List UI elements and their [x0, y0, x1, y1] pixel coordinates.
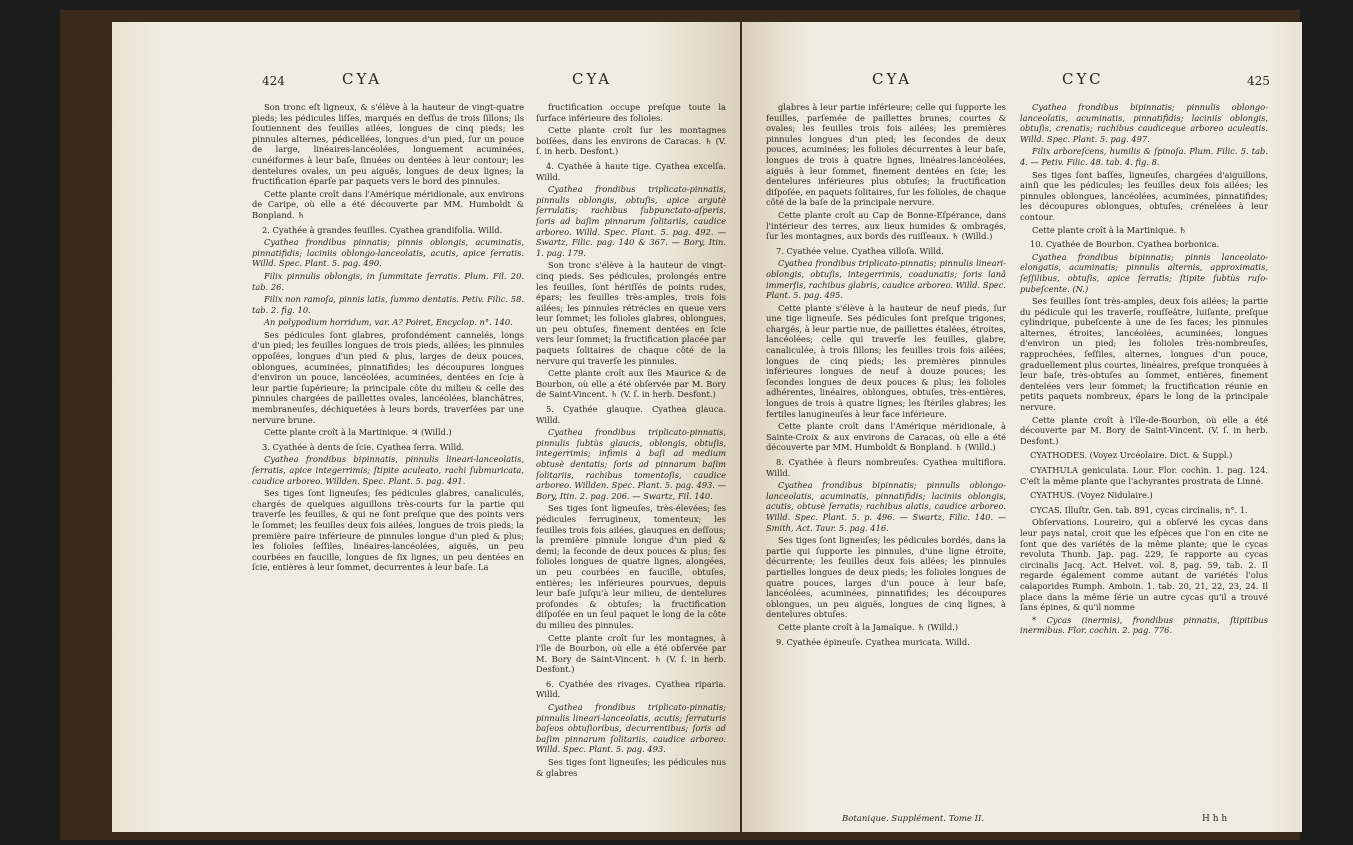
- footer-volume: Botanique. Supplément. Tome II.: [842, 814, 985, 824]
- entry-heading: CYATHODES. (Voyez Urcéolaire. Dict. & Suppl.): [1030, 450, 1233, 461]
- paragraph: Ses tiges ſont baſſes, ligneuſes, chargées d'aiguillons, ainſi que les pédicules; les feuilles deux fois ailées; les pinnules oblongues, lancéolées, acuminées, pinnatifides; les découpures oblongues, obtuſes, crénelées à leur contour.: [1020, 169, 1268, 222]
- paragraph: Ses feuilles ſont très-amples, deux fois ailées; la partie du pédicule qui les traverſe, rouſſeâtre, luiſante, preſque cylindrique, pubeſcente à une de ſes faces; les pinnules alternes, étroites, lancéolées, acuminées, longues d'environ un pied; les folioles très-nombreuſes, rapprochées, ſeſſiles, alternes, longues d'un pouce, graduellement plus courtes, linéaires, preſque tronquées à leur baſe, très-obtuſes au ſommet, entières, finement dentelées vers leur ſommet; la fructification réunie en petits paquets nombreux, épars le long de la principale nervure.: [1020, 296, 1268, 413]
- entry-heading: 2. Cyathée à grandes feuilles. Cyathea grandifolia. Willd.: [262, 224, 503, 235]
- latin-diagnosis: An polypodium horridum, var. A? Poiret, Encyclop. n°. 140.: [264, 317, 513, 328]
- left-page: [112, 22, 740, 832]
- paragraph: Ses pédicules ſont glabres, profondément cannelés, longs d'un pied; les feuilles longues de trois pieds, ailées; les pinnules oppoſées, longues d'un pied & plus, larges de deux pouces, oblongues, acuminées, pinnatifides; les découpures longues d'environ un pouce, lancéolées, acuminées, dentées en ſcie à leur partie ſupérieure; la principale côte du milieu & celle des pinnules chargées de paillettes ovales, lancéolées, blanchâtres, membraneuſes, déchiquetées à leurs bords, traverſées par une nervure brune.: [252, 329, 524, 425]
- paragraph: Cette plante croît dans l'Amérique méridionale, aux environs de Caripe, où elle a été découverte par MM. Humboldt & Bonpland. ♄: [252, 188, 524, 220]
- right-page: [742, 22, 1302, 832]
- paragraph: Cette plante croît à la Martinique. ♃ (Willd.): [264, 427, 452, 438]
- latin-diagnosis: Cyathea frondibus triplicato-pinnatis; pinnulis lineari-lanceolatis, acutis; ſerraturis baſeos obtuſioribus, decurrentibus; ſoris ad baſim pinnarum ſolitariis, caudice arboreo. Willd. Spec. Plant. 5. pag. 493.: [536, 702, 726, 755]
- page-number: 424: [262, 74, 285, 88]
- right-header: [742, 70, 1302, 100]
- paragraph: Cette plante croît aux îles Maurice & de Bourbon, où elle a été obſervée par M. Bory de Saint-Vincent. ♄ (V. ſ. in herb. Desfont.): [536, 368, 726, 400]
- latin-diagnosis: Cyathea frondibus triplicato-pinnatis, pinnulis ſubtùs glaucis, oblongis, obtuſis, integerrimis; infimis à baſi ad medium obtusè dentatis; ſoris ad pinnarum baſim ſolitariis, rachibus tomentoſis, caudice arboreo. Willden. Spec. Plant. 5. pag. 493. — Bory, Itin. 2. pag. 206. — Swartz, Fil. 140.: [536, 427, 726, 501]
- latin-diagnosis: Cyathea frondibus triplicato-pinnatis; pinnulis lineari-oblongis, obtuſis, integerrimis, coadunatis; ſoris lanâ immerſis, rachibus glabris, caudice arboreo. Willd. Spec. Plant. 5. pag. 495.: [766, 258, 1006, 301]
- paragraph: Cette plante croît ſur les montagnes boiſées, dans les environs de Caracas. ♄ (V. ſ. in herb. Desfont.): [536, 125, 726, 157]
- right-column-1: [766, 102, 1006, 810]
- entry-heading: CYATHUS. (Voyez Nidulaire.): [1030, 490, 1153, 501]
- paragraph: Ses tiges ſont ligneuſes; les pédicules bordés, dans la partie qui ſupporte les pinnules, d'une ligne étroite, décurrente; les feuilles deux fois ailées; les pinnules partielles longues de deux pieds; les folioles longues de quatre pouces, larges d'un pouce à leur baſe, lancéolées, acuminées, pinnatifides; les découpures oblongues, un peu aiguës, longues de cinq lignes, à dentelures obtuſes.: [766, 535, 1006, 620]
- running-head-left: CYA: [342, 70, 383, 88]
- running-head-left: CYA: [872, 70, 913, 88]
- paragraph: Cette plante croît au Cap de Bonne-Eſpérance, dans l'intérieur des terres, aux lieux humides & ombragés, ſur les montagnes, aux bords des ruiſſeaux. ♄ (Willd.): [766, 209, 1006, 242]
- paragraph: Cette plante croît ſur les montagnes, à l'île de Bourbon, où elle a été obſervée par M. Bory de Saint-Vincent. ♄ (V. ſ. in herb. Desfont.): [536, 632, 726, 675]
- right-column-2: [1020, 102, 1268, 810]
- book-spread: [60, 10, 1300, 840]
- running-head-right: CYC: [1062, 70, 1104, 88]
- left-header: [112, 70, 740, 100]
- paragraph: Son tronc eſt ligneux, & s'élève à la hauteur de vingt-quatre pieds; les pédicules liſſes, marqués en deſſus de trois ſillons; ils ſoutiennent des feuilles ailées, longues de cinq pieds; les pinnules alternes, pédicellées, longues d'un pied, ſur un pouce de large, linéaires-lancéolées, longuement acuminées, cunéiformes à leur baſe, ſinuées ou dentées à leur contour; les dentelures ovales, un peu aiguës, longues de deux lignes; la fructification éparſe par paquets vers le bord des pinnules.: [252, 102, 524, 187]
- entry-heading: 9. Cyathée épineuſe. Cyathea muricata. Willd.: [776, 636, 970, 647]
- latin-diagnosis: Cyathea frondibus pinnatis; pinnis oblongis, acuminatis, pinnatifidis; laciniis oblongo-lanceolatis, acutis, apice ſerratis. Willd. Spec. Plant. 5. pag. 490.: [252, 237, 524, 269]
- paragraph: glabres à leur partie inférieure; celle qui ſupporte les feuilles, parſemée de paillettes brunes, courtes & ovales; les feuilles trois fois ailées; les premières pinnules longues d'un pied; les ſecondes de deux pouces, acuminées; les folioles décurrentes à leur baſe, longues de trois à quatre lignes, linéaires-lancéolées, aiguës à leur ſommet, finement dentées en ſcie; les dentelures inférieures plus obtuſes; la fructification diſpoſée, en paquets ſolitaires, ſur les folioles, de chaque côté de la baſe de la principale nervure.: [766, 102, 1006, 208]
- paragraph: Cette plante s'élève à la hauteur de neuf pieds, ſur une tige ligneuſe. Ses pédicules ſont preſque trigones, chargés, à leur partie nue, de paillettes étalées, étroites, lancéolées; celle qui traverſe les feuilles, glabre, canaliculée, à trois ſillons; les feuilles trois fois ailées, longues de cinq pieds; les premières pinnules inférieures longues de neuf à douze pouces; les ſecondes longues de deux pouces & plus; les folioles adhérentes, linéaires, oblongues, obtuſes, très-entières, longues de trois à quatre lignes; les ſtériles glabres; les fertiles lanugineuſes à leur face inférieure.: [766, 302, 1006, 419]
- entry-heading: 8. Cyathée à fleurs nombreuſes. Cyathea multiflora. Willd.: [766, 457, 1006, 478]
- paragraph: Cette plante croît dans l'Amérique méridionale, à Sainte-Croix & aux environs de Caracas, où elle a été découverte par MM. Humboldt & Bonpland. ♄ (Willd.): [766, 421, 1006, 453]
- entry-heading: 4. Cyathée à haute tige. Cyathea excelſa. Willd.: [536, 160, 726, 182]
- paragraph: Ses tiges ſont ligneuſes, très-élevées; ſes pédicules ferrugineux, tomenteux; les feuilles trois fois ailées, glauques en deſſous; la première pinnule longue d'un pied & demi; la ſeconde de deux pouces & plus; ſes folioles longues de quatre lignes, alongées, un peu courbées en faucille, obtuſes, entières; les inférieures pourvues, depuis leur baſe juſqu'à leur milieu, de dentelures profondes & obtuſes; la fructification diſpoſée en un ſeul paquet le long de la côte du milieu des pinnules.: [536, 503, 726, 630]
- entry-heading: 6. Cyathée des rivages. Cyathea riparia. Willd.: [536, 678, 726, 700]
- running-head-right: CYA: [572, 70, 613, 88]
- latin-diagnosis: Cyathea frondibus bipinnatis; pinnulis oblongo-lanceolatis, acuminatis, pinnatifidis; laciniis oblongis, acutis, obtusè ſerratis; rachibus alatis, caudice arboreo. Willd. Spec. Plant. 5. p. 496. — Swartz, Filic. 140. — Smith, Act. Taur. 5. pag. 416.: [766, 480, 1006, 533]
- paragraph: Cette plante croît à l'île-de-Bourbon, où elle a été découverte par M. Bory de Saint-Vincent. (V. ſ. in herb. Desfont.): [1020, 414, 1268, 446]
- latin-diagnosis: Filix arboreſcens, humilis & ſpinoſa. Plum. Filic. 5. tab. 4. — Petiv. Filic. 48. tab. 4. fig. 8.: [1020, 146, 1268, 167]
- page-number: 425: [1247, 74, 1270, 88]
- paragraph: Obſervations. Loureiro, qui a obſervé les cycas dans leur pays natal, croit que les eſpèces que l'on en cite ne ſont que des variétés de la même plante; que le cycas revoluta Thunb. Jap. pag. 229, ſe rapporte au cycas circinalis Jacq. Act. Helvet. vol. 8, pag. 59, tab. 2. Il regarde également comme autant de variétés l'olus calaporides Rumph. Amboin. 1. tab. 20, 21, 22, 23, 24. Il place dans la même ſérie un autre cycas qu'il a trouvé ſans épines, & qu'il nomme: [1020, 517, 1268, 613]
- left-column-2: [536, 102, 726, 810]
- latin-diagnosis: Filix non ramoſa, pinnis latis, ſummo dentatis. Petiv. Filic. 58. tab. 2. fig. 10.: [252, 294, 524, 315]
- latin-diagnosis: Cyathea frondibus bipinnatis; pinnis lanceolato-elongatis, acuminatis; pinnulis alternis, approximatis, ſeſſilibus, obtuſis, apice ſerratis; ſtipite ſubtùs ruſo-pubeſcente. (N.): [1020, 251, 1268, 294]
- paragraph: Ses tiges ſont ligneuſes; les pédicules nus & glabres: [536, 757, 726, 778]
- latin-diagnosis: * Cycas (inermis), frondibus pinnatis, ſtipitibus inermibus. Flor. cochin. 2. pag. 776.: [1020, 614, 1268, 636]
- paragraph: Cette plante croît à la Martinique. ♄: [1032, 224, 1187, 235]
- left-column-1: [252, 102, 524, 810]
- entry-heading: CYCAS. Illuſtr. Gen. tab. 891, cycas circinalis, n°. 1.: [1030, 504, 1248, 515]
- signature-mark: H h h: [1202, 814, 1228, 824]
- entry-heading: CYATHULA geniculata. Lour. Flor. cochin. 1. pag. 124. C'eſt la même plante que l'achyrantes prostrata de Linné.: [1020, 465, 1268, 486]
- entry-heading: 10. Cyathée de Bourbon. Cyathea borbonica.: [1030, 239, 1220, 250]
- latin-diagnosis: Cyathea frondibus bipinnatis; pinnulis oblongo-lanceolatis, acuminatis, pinnatifidis; laciniis oblongis, obtuſis, crenatis; rachibus caudiceque arboreo aculeatis. Willd. Spec. Plant. 5. pag. 497.: [1020, 102, 1268, 144]
- latin-diagnosis: Cyathea frondibus bipinnatis, pinnulis lineari-lanceolatis, ſerratis, apice integerrimis; ſtipite aculeato, rachi ſubmuricata, caudice arboreo. Willden. Spec. Plant. 5. pag. 491.: [252, 454, 524, 486]
- paragraph: Ses tiges ſont ligneuſes; ſes pédicules glabres, canaliculés, chargés de quelques aiguillons très-courts ſur la partie qui traverſe les feuilles, & qui ne ſont preſque que des points vers le ſommet; les feuilles deux fois ailées, longues de trois pieds; la première paire inférieure de pinnules longue d'un pied & plus; les folioles ſeſſiles, linéaires-lancéolées, aiguës, un peu courbées en faucille, longues de ſix lignes, un peu dentées en ſcie, entières à leur ſommet, decurrentes à leur baſe. La: [252, 488, 524, 573]
- latin-diagnosis: Cyathea frondibus triplicato-pinnatis, pinnulis oblongis, obtuſis, apice argutè ſerrulatis; rachibus ſubpunctato-aſperis, ſoris ad baſim pinnarum ſolitariis, caudice arboreo. Willd. Spec. Plant. 5. pag. 492. — Swartz, Filic. pag. 140 & 367. — Bory, Itin. 1. pag. 179.: [536, 184, 726, 258]
- latin-diagnosis: Filix pinnulis oblongis, in ſummitate ſerratis. Plum. Fil. 20. tab. 26.: [252, 270, 524, 292]
- entry-heading: 5. Cyathée glauque. Cyathea glauca. Willd.: [536, 404, 726, 425]
- paragraph: Cette plante croît à la Jamaïque. ♄ (Willd.): [778, 621, 959, 632]
- entry-heading: 7. Cyathée velue. Cyathea villoſa. Willd.: [776, 245, 944, 256]
- paragraph: Son tronc s'élève à la hauteur de vingt-cinq pieds. Ses pédicules, prolongés entre les feuilles, ſont hériſſés de points rudes, épars; les feuilles très-amples, trois fois ailées; les pinnules rétrécies en queue vers leur ſommet; les folioles glabres, oblongues, un peu obtuſes, finement dentées en ſcie vers leur ſommet; la fructification placée par paquets ſolitaires de chaque côté de la nervure qui traverſe les pinnules.: [536, 260, 726, 366]
- paragraph: fructification occupe preſque toute la ſurface inférieure des folioles.: [536, 102, 726, 123]
- entry-heading: 3. Cyathée à dents de ſcie. Cyathea ſerra. Willd.: [262, 441, 465, 452]
